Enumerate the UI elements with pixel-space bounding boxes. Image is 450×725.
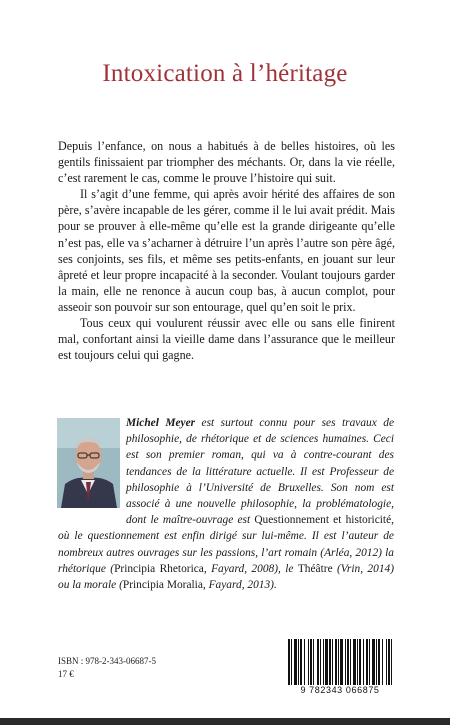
barcode-bar bbox=[378, 639, 380, 685]
barcode-bar bbox=[345, 639, 346, 685]
barcode-bar bbox=[386, 639, 387, 685]
summary-paragraph-2: Il s’agit d’une femme, qui après avoir hérité des affaires de son père, s’avère incapable de les gérer, comme il le lui avait prédit. Mais pour se prouver à elle-même qu’elle est la grande dirigeante qu’elle n’est pas, elle va s’acharner à détruire l’un après l’autre son père âgé, ses conjoints, ses fils, et même ses petits-enfants, en jouant sur leur âpreté et leur propre incapacité à la seconder. Voulant toujours garder la main, elle ne renonce à aucun coup bas, à aucun complot, pour asseoir son pouvoir sur son entourage, quel qu’en soit le prix. bbox=[58, 187, 395, 314]
barcode-bar bbox=[320, 639, 321, 685]
barcode-bar bbox=[325, 639, 328, 685]
bio-book-title-2: Principia Rhetorica bbox=[114, 562, 204, 575]
bio-text-5: , Fayard, 2013). bbox=[202, 579, 277, 592]
isbn-number: ISBN : 978-2-343-06687-5 bbox=[58, 656, 156, 666]
bio-book-title-1: Questionnement et historicité bbox=[254, 514, 392, 527]
barcode-bar bbox=[366, 639, 368, 685]
barcode-bars bbox=[284, 637, 396, 687]
barcode-bar bbox=[388, 639, 390, 685]
barcode-bar bbox=[317, 639, 319, 685]
barcode bbox=[284, 637, 396, 697]
barcode-bar bbox=[291, 639, 292, 685]
barcode-bar bbox=[310, 639, 312, 685]
barcode-bar bbox=[323, 639, 324, 685]
barcode-bar bbox=[363, 639, 364, 685]
barcode-bar bbox=[313, 639, 314, 685]
bio-text-4: (Vrin, 2014) ou la morale ( bbox=[58, 562, 395, 592]
summary-paragraph-1: Depuis l’enfance, on nous a habitués à de belles histoires, où les gentils finissaient par triompher des méchants. Or, dans la vie réelle, c’est rarement le cas, comme le prouve l’histoire qui suit. bbox=[58, 139, 395, 186]
barcode-bar bbox=[359, 639, 361, 685]
barcode-bar bbox=[376, 639, 377, 685]
barcode-bar bbox=[338, 639, 339, 685]
barcode-bar bbox=[369, 639, 370, 685]
book-title: Intoxication à l’héritage bbox=[102, 60, 348, 87]
bio-text-3: , Fayard, 2008), le bbox=[203, 562, 298, 575]
price: 17 € bbox=[58, 669, 74, 679]
barcode-bar bbox=[332, 639, 333, 685]
bio-text-2: , où le questionnement est enfin dirigé sur lui-même. Il est l’auteur de nombreux autres ouvrages sur les passions, l’art romain (Arléa, 2012) la rhétorique ( bbox=[58, 514, 394, 575]
author-biography bbox=[58, 415, 394, 593]
bio-book-title-4: Principia Moralia bbox=[122, 579, 203, 592]
barcode-bar bbox=[288, 639, 290, 685]
barcode-bar bbox=[298, 639, 299, 685]
barcode-bar bbox=[353, 639, 356, 685]
barcode-bar bbox=[382, 639, 383, 685]
bottom-strip bbox=[0, 718, 450, 725]
back-cover-summary bbox=[58, 138, 395, 363]
barcode-bar bbox=[329, 639, 331, 685]
barcode-bar bbox=[391, 639, 392, 685]
barcode-bar bbox=[308, 639, 309, 685]
barcode-bar bbox=[372, 639, 375, 685]
bio-book-title-3: Théâtre bbox=[297, 562, 333, 575]
barcode-bar bbox=[340, 639, 343, 685]
isbn-block bbox=[58, 655, 156, 681]
barcode-bar bbox=[350, 639, 351, 685]
barcode-bar bbox=[300, 639, 302, 685]
summary-paragraph-3: Tous ceux qui voulurent réussir avec elle ou sans elle finirent mal, confortant ainsi la vieille dame dans l’assurance que le meilleur est toujours celui qui gagne. bbox=[58, 316, 395, 363]
barcode-digits: 9 782343 066875 bbox=[284, 685, 396, 695]
barcode-bar bbox=[304, 639, 305, 685]
barcode-bar bbox=[357, 639, 358, 685]
barcode-bar bbox=[347, 639, 349, 685]
author-name: Michel Meyer bbox=[126, 417, 196, 429]
bio-text-1: est surtout connu pour ses travaux de philosophie, de rhétorique et de sciences humaines. Ceci est son premier roman, qui va à contre-courant des tendances de la littérature actuelle. Il est Professeur de philosophie à l’Université de Bruxelles. Son nom est associé à une nouvelle philosophie, la problématologie, dont le maître-ouvrage est bbox=[126, 417, 394, 527]
barcode-bar bbox=[294, 639, 297, 685]
barcode-bar bbox=[335, 639, 337, 685]
